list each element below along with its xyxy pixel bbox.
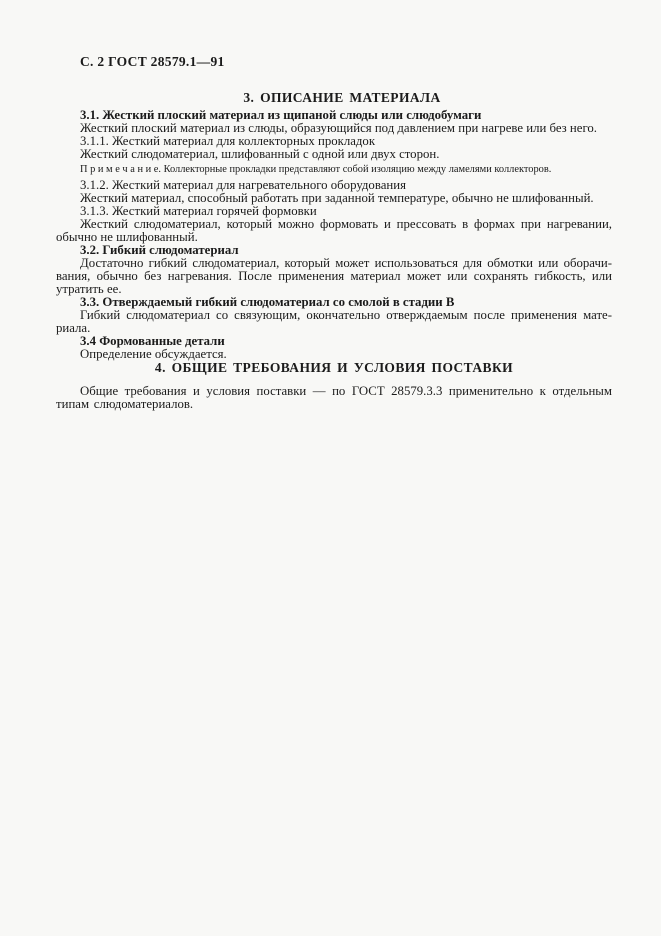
clause-3-1-2-heading: 3.1.2. Жесткий материал для нагревательного оборудования — [80, 178, 406, 192]
section-4-title: 4. ОБЩИЕ ТРЕБОВАНИЯ И УСЛОВИЯ ПОСТАВКИ — [154, 360, 514, 375]
clause-3-2-heading: 3.2. Гибкий слюдоматериал — [80, 243, 239, 257]
clause-3-4-definition: Определение обсуждается. — [80, 347, 227, 361]
running-header: С. 2 ГОСТ 28579.1—91 — [80, 54, 225, 69]
clause-3-3-definition: Гибкий слюдоматериал со связующим, окончательно отверждаемым после применения материала. — [56, 308, 612, 335]
clause-3-1-definition: Жесткий плоский материал из слюды, образующийся под давлением при нагреве или без него. — [80, 121, 597, 135]
clause-3-1-heading: 3.1. Жесткий плоский материал из щипаной слюды или слюдобумаги — [80, 108, 482, 122]
section-3-title: 3. ОПИСАНИЕ МАТЕРИАЛА — [243, 90, 441, 105]
clause-3-4-heading: 3.4 Формованные детали — [80, 334, 225, 348]
clause-3-2-definition: Достаточно гибкий слюдоматериал, который может использоваться для обмотки или оборачивания, обычно без нагревания. После применения материал может или сохранять гибкость, или утратить ее. — [56, 256, 612, 296]
clause-3-1-3-heading: 3.1.3. Жесткий материал горячей формовки — [80, 204, 317, 218]
document-body — [56, 109, 612, 411]
section-4-paragraph: Общие требования и условия поставки — по ГОСТ 28579.3.3 применительно к отдельным типам слюдоматериалов. — [56, 383, 612, 411]
clause-3-3-heading: 3.3. Отверждаемый гибкий слюдоматериал со смолой в стадии В — [80, 295, 455, 309]
clause-3-1-3-definition: Жесткий слюдоматериал, который можно формовать и прессовать в формах при нагревании, обычно не шлифованный. — [56, 217, 612, 244]
clause-3-1-1-definition: Жесткий слюдоматериал, шлифованный с одной или двух сторон. — [80, 147, 440, 161]
clause-3-1-1-heading: 3.1.1. Жесткий материал для коллекторных прокладок — [80, 134, 376, 148]
clause-3-1-2-definition: Жесткий материал, способный работать при заданной температуре, обычно не шлифованный. — [80, 191, 594, 205]
clause-3-1-1-note: П р и м е ч а н и е. Коллекторные прокладки представляют собой изоляцию между ламелями коллекторов. — [80, 163, 552, 175]
